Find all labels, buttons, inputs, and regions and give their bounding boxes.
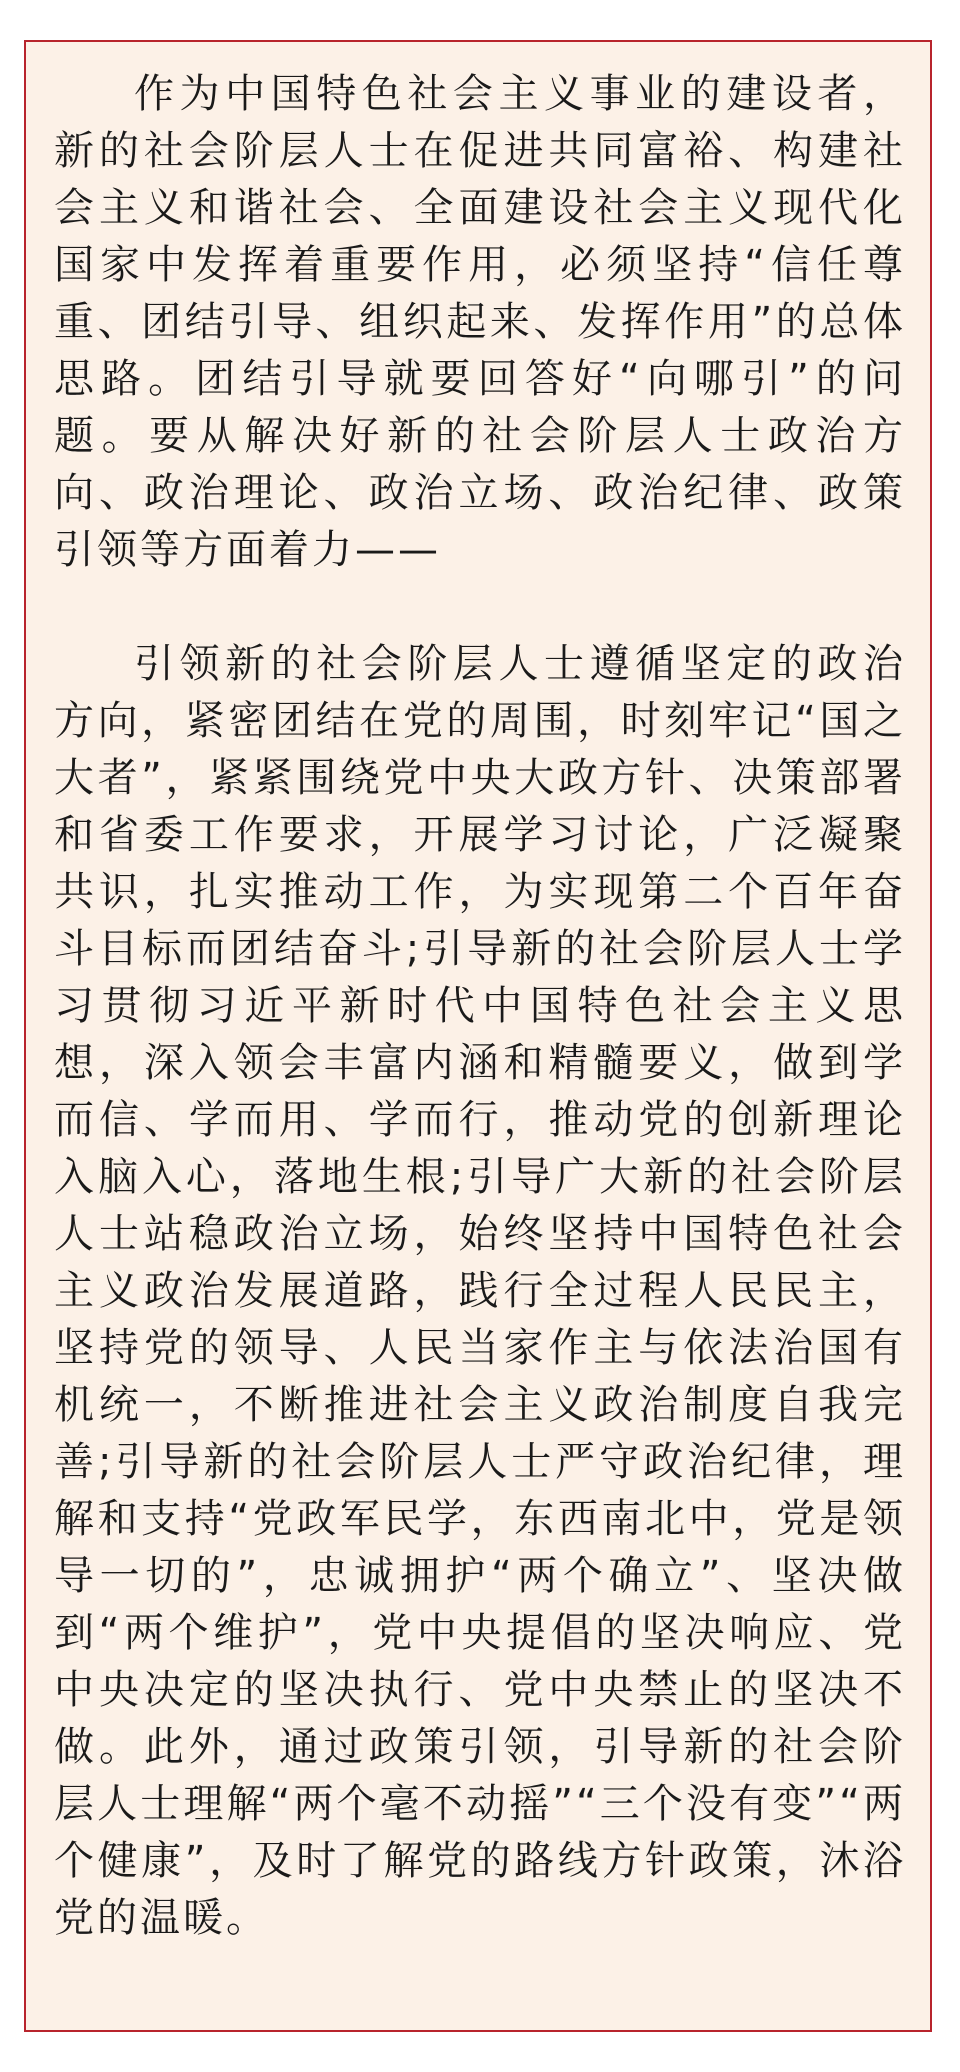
paragraph-main: 引领新的社会阶层人士遵循坚定的政治方向，紧密团结在党的周围，时刻牢记“国之大者”，紧紧围绕党中央大政方针、决策部署和省委工作要求，开展学习讨论，广泛凝聚共识，扎实推动工作，为实现第二个百年奋斗目标而团结奋斗;引导新的社会阶层人士学习贯彻习近平新时代中国特色社会主义思想，深入领会丰富内涵和精髓要义，做到学而信、学而用、学而行，推动党的创新理论入脑入心，落地生根;引导广大新的社会阶层人士站稳政治立场，始终坚持中国特色社会主义政治发展道路，践行全过程人民民主，坚持党的领导、人民当家作主与依法治国有机统一，不断推进社会主义政治制度自我完善;引导新的社会阶层人士严守政治纪律，理解和支持“党政军民学，东西南北中，党是领导一切的”，忠诚拥护“两个确立”、坚决做到“两个维护”，党中央提倡的坚决响应、党中央决定的坚决执行、党中央禁止的坚决不做。此外，通过政策引领，引导新的社会阶层人士理解“两个毫不动摇”“三个没有变”“两个健康”，及时了解党的路线方针政策，沐浴党的温暖。	[54, 641, 906, 1941]
paragraph-intro: 作为中国特色社会主义事业的建设者，新的社会阶层人士在促进共同富裕、构建社会主义和谐社会、全面建设社会主义现代化国家中发挥着重要作用，必须坚持“信任尊重、团结引导、组织起来、发挥作用”的总体思路。团结引导就要回答好“向哪引”的问题。要从解决好新的社会阶层人士政治方向、政治理论、政治立场、政治纪律、政策引领等方面着力——	[54, 71, 906, 573]
article-frame	[24, 40, 932, 2032]
article-body	[54, 66, 906, 1947]
